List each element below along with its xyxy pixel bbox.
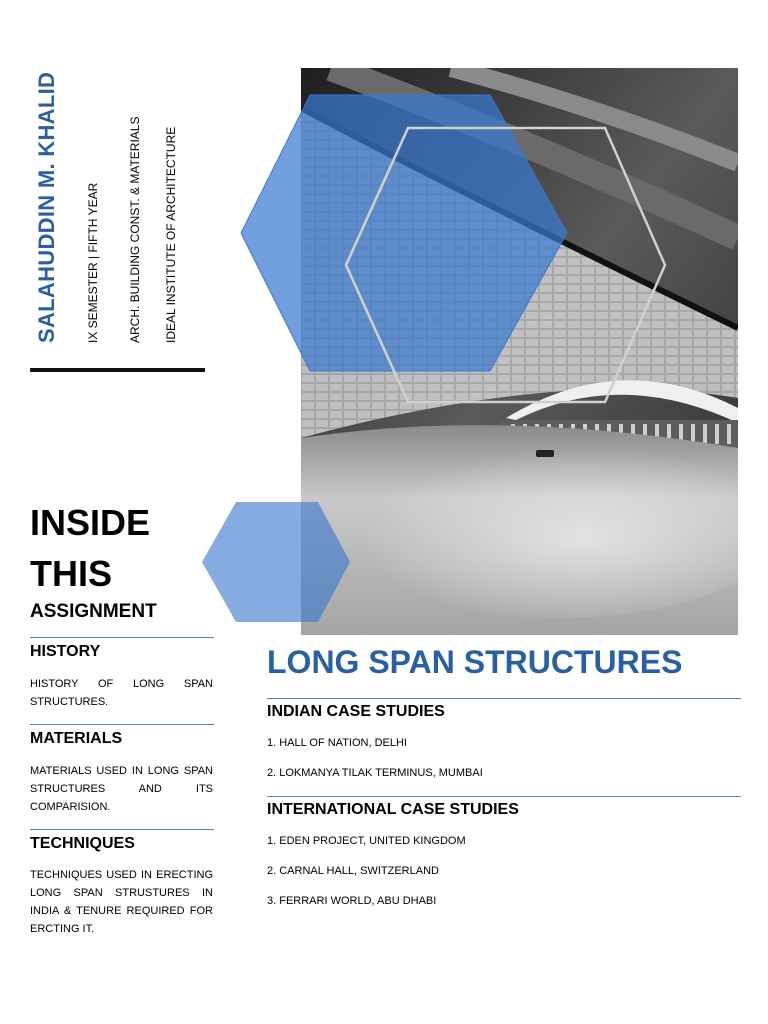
list-item: 1. HALL OF NATION, DELHI (267, 737, 407, 749)
institute-info: IDEAL INSTITUTE OF ARCHITECTURE (164, 126, 178, 343)
author-name: SALAHUDDIN M. KHALID (34, 71, 59, 343)
list-item: 2. LOKMANYA TILAK TERMINUS, MUMBAI (267, 767, 483, 779)
photo-illustration (301, 68, 738, 635)
divider (30, 724, 214, 725)
course-info: ARCH. BUILDING CONST. & MATERIALS (128, 116, 142, 343)
semester-info: IX SEMESTER | FIFTH YEAR (86, 182, 100, 343)
section-body-materials: MATERIALS USED IN LONG SPAN STRUCTURES AND ITS COMPARISION. (30, 765, 213, 813)
section-heading-history: HISTORY (30, 643, 101, 660)
section-heading-techniques: TECHNIQUES (30, 835, 135, 852)
list-item: 3. FERRARI WORLD, ABU DHABI (267, 895, 437, 907)
list-item: 1. EDEN PROJECT, UNITED KINGDOM (267, 835, 466, 847)
section-body-techniques: TECHNIQUES USED IN ERECTING LONG SPAN STRUSTURES IN INDIA & TENURE REQUIRED FOR ERCTING IT. (30, 869, 213, 935)
section-body-history: HISTORY OF LONG SPAN STRUCTURES. (30, 678, 213, 708)
list-item: 2. CARNAL HALL, SWITZERLAND (267, 865, 439, 877)
divider (30, 829, 214, 830)
inside-heading-line3: ASSIGNMENT (30, 601, 157, 622)
author-divider (30, 368, 205, 372)
page-title: LONG SPAN STRUCTURES (267, 644, 683, 680)
inside-heading-line2: THIS (30, 553, 113, 594)
inside-heading-line1: INSIDE (30, 502, 151, 543)
international-case-studies-heading: INTERNATIONAL CASE STUDIES (267, 801, 519, 818)
section-heading-materials: MATERIALS (30, 730, 123, 747)
indian-case-studies-heading: INDIAN CASE STUDIES (267, 703, 445, 720)
divider (30, 637, 214, 638)
hall-interior-photo (301, 68, 738, 635)
divider (267, 698, 741, 699)
divider (267, 796, 741, 797)
